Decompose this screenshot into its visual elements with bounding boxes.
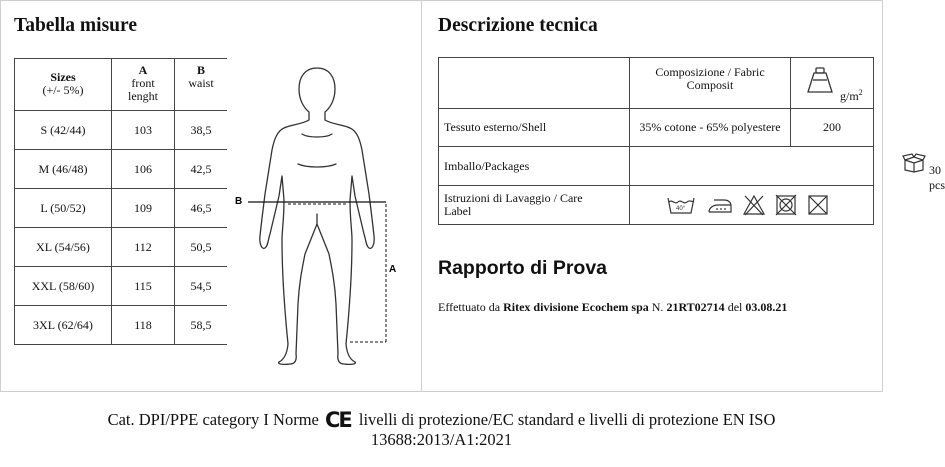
report-lab: Ritex divisione Ecochem spa — [503, 300, 649, 314]
washing-label-line1: Istruzioni di Lavaggio / Care — [444, 191, 583, 205]
size-table-title: Tabella misure — [14, 15, 137, 36]
composition-header — [630, 58, 791, 109]
size-cell: L (50/52) — [15, 189, 112, 228]
tech-table-header — [439, 58, 874, 109]
size-cell: M (46/48) — [15, 150, 112, 189]
shell-weight: 200 — [791, 109, 874, 147]
table-row — [15, 306, 228, 345]
table-row — [15, 150, 228, 189]
waist-cell: 38,5 — [175, 111, 228, 150]
table-row — [15, 228, 228, 267]
size-cell: 3XL (62/64) — [15, 306, 112, 345]
tech-header-empty — [439, 58, 630, 109]
test-report-text — [438, 300, 787, 315]
front-length-cell: 106 — [112, 150, 175, 189]
front-length-label-2: lenght — [128, 89, 158, 103]
waist-cell: 42,5 — [175, 150, 228, 189]
waist-cell: 54,5 — [175, 267, 228, 306]
front-length-measure-line — [350, 204, 386, 342]
report-date: 03.08.21 — [745, 300, 788, 314]
front-length-label: front — [131, 76, 155, 90]
package-box-icon — [902, 153, 926, 173]
footer-divider — [0, 391, 883, 392]
packaging-cell — [630, 147, 945, 192]
sizes-header-label: Sizes — [50, 70, 76, 84]
body-measurement-figure — [232, 64, 402, 374]
table-row — [15, 267, 228, 306]
svg-text:40°: 40° — [676, 206, 686, 212]
frame-top-border — [0, 0, 883, 1]
front-length-letter: A — [138, 63, 148, 77]
table-row — [439, 186, 874, 225]
size-cell: S (42/44) — [15, 111, 112, 150]
report-number: 21RT02714 — [666, 300, 725, 314]
tech-table — [438, 57, 945, 225]
sizes-header — [15, 59, 112, 111]
size-cell: XL (54/56) — [15, 228, 112, 267]
frame-right-border — [882, 0, 883, 392]
front-length-cell: 112 — [112, 228, 175, 267]
table-row — [439, 147, 874, 186]
wash-40-icon — [666, 194, 696, 216]
packaging-label: Imballo/Packages — [439, 147, 630, 186]
test-report-title: Rapporto di Prova — [438, 257, 608, 279]
certification-line-1 — [0, 410, 883, 430]
care-icons-cell — [630, 186, 874, 225]
waist-label: waist — [188, 76, 214, 90]
report-prefix: Effettuato da — [438, 300, 504, 314]
size-cell: XXL (58/60) — [15, 267, 112, 306]
front-length-cell: 109 — [112, 189, 175, 228]
certification-footer — [0, 410, 883, 450]
waist-cell: 58,5 — [175, 306, 228, 345]
front-length-header — [112, 59, 175, 111]
waist-letter: B — [196, 63, 205, 77]
waist-cell: 50,5 — [175, 228, 228, 267]
no-tumble-dry-icon — [775, 194, 797, 216]
table-row — [439, 109, 874, 147]
washing-label — [439, 186, 630, 225]
table-row — [15, 189, 228, 228]
iron-icon — [706, 196, 734, 216]
size-table — [14, 58, 227, 345]
weight-unit: $g/m^2$ — [840, 88, 863, 103]
certification-category: Cat. DPI/PPE category I Norme — [107, 410, 319, 429]
waist-cell: 46,5 — [175, 189, 228, 228]
composition-header-line1: Composizione / Fabric — [655, 65, 765, 79]
column-divider — [421, 0, 422, 391]
front-length-cell: 118 — [112, 306, 175, 345]
no-bleach-icon — [742, 194, 766, 216]
tech-description-title: Descrizione tecnica — [438, 15, 598, 36]
composition-header-line2: Composit — [686, 78, 734, 92]
table-row — [15, 111, 228, 150]
certification-line-2: 13688:2013/A1:2021 — [370, 430, 513, 449]
waist-measure-line — [248, 202, 386, 204]
report-date-prefix: del — [724, 300, 746, 314]
shell-label: Tessuto esterno/Shell — [439, 109, 630, 147]
certification-standard: livelli di protezione/EC standard e livelli di protezione EN ISO — [358, 410, 776, 429]
front-length-cell: 115 — [112, 267, 175, 306]
washing-label-line2: Label — [444, 204, 472, 218]
packaging-quantity: 30 pcs — [929, 163, 945, 192]
front-length-marker-label: A — [389, 264, 397, 275]
front-length-cell: 103 — [112, 111, 175, 150]
report-number-prefix: N. — [648, 300, 667, 314]
shell-composition: 35% cotone - 65% polyestere — [630, 109, 791, 147]
ce-mark-icon: CE — [324, 408, 351, 432]
waist-marker-label: B — [235, 196, 243, 207]
waist-header — [175, 59, 228, 111]
human-silhouette-icon — [260, 68, 374, 364]
size-table-header — [15, 59, 228, 111]
weight-header — [791, 58, 874, 109]
no-dry-clean-icon — [807, 194, 829, 216]
weight-icon — [805, 66, 835, 96]
frame-left-border — [0, 0, 1, 392]
sizes-tolerance-label: (+/- 5%) — [42, 83, 84, 97]
